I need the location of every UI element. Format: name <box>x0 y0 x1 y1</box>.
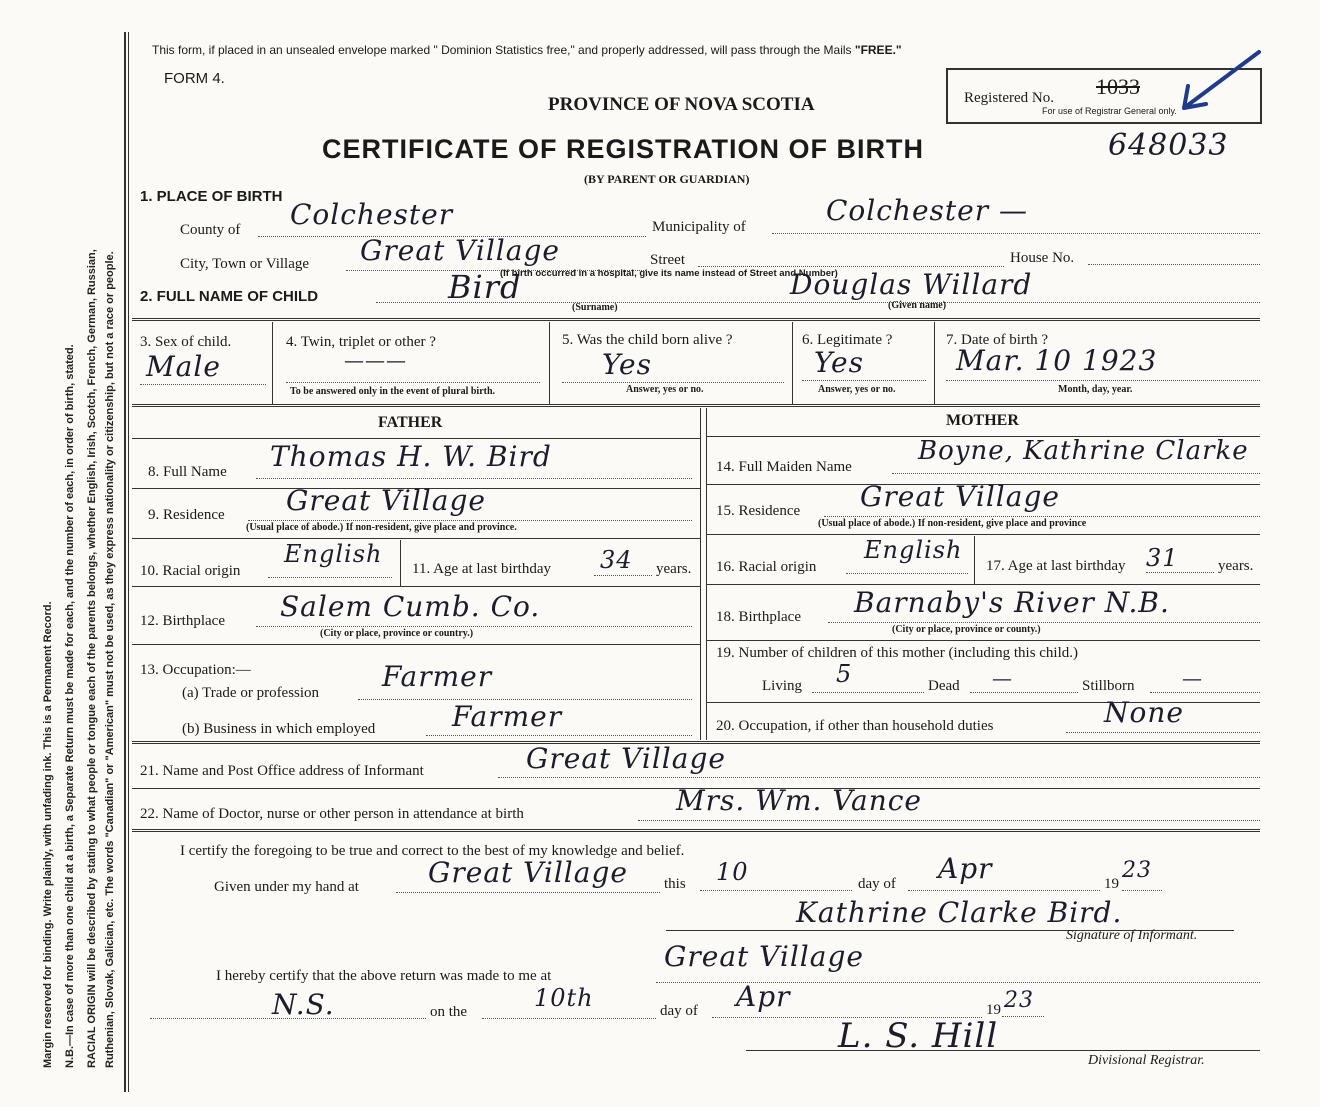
mother-residence-line <box>824 516 1260 517</box>
stillborn-label: Stillborn <box>1082 678 1135 694</box>
mother-birthplace-note: (City or place, province or county.) <box>892 624 1041 635</box>
certify-text: I certify the foregoing to be true and correct to the best of my knowledge and belief. <box>180 843 685 859</box>
margin-rule-inner <box>128 32 129 1092</box>
given-year-prefix: 19 <box>1104 876 1119 892</box>
mother-age-label: 17. Age at last birthday <box>986 558 1126 574</box>
informant-value: Great Village <box>526 742 726 775</box>
province-heading: PROVINCE OF NOVA SCOTIA <box>548 94 815 115</box>
house-label: House No. <box>1010 250 1075 266</box>
rule-after-name <box>132 318 1260 321</box>
father-rule-4 <box>132 644 700 645</box>
twin-line <box>286 382 540 383</box>
city-label: City, Town or Village <box>180 256 310 272</box>
row3-divider-4 <box>934 322 935 404</box>
parents-divider-a <box>700 408 701 740</box>
registrar-dayof-label: day of <box>660 1003 698 1019</box>
doctor-value: Mrs. Wm. Vance <box>676 784 922 817</box>
mother-age-unit: years. <box>1218 558 1254 574</box>
mother-race-label: 16. Racial origin <box>716 559 817 575</box>
margin-note-nb: N.B.—In case of more than one child at a birth, a Separate Return must be made for each, and the number of each, in order of birth, stated. <box>64 344 76 1068</box>
mother-rule-3 <box>706 584 1260 585</box>
father-birthplace-note: (City or place, province or country.) <box>320 628 474 639</box>
row3-divider-3 <box>792 322 793 404</box>
father-heading-rule <box>132 438 700 439</box>
municipality-value: Colchester — <box>826 194 1028 227</box>
page-subtitle: (BY PARENT OR GUARDIAN) <box>584 172 750 186</box>
informant-line <box>498 777 1260 778</box>
form-number: FORM 4. <box>164 70 225 87</box>
father-residence-note: (Usual place of abode.) If non-resident, give place and province. <box>246 522 517 533</box>
municipality-label: Municipality of <box>652 219 746 235</box>
mother-occupation-line <box>1066 732 1260 733</box>
father-race-value: English <box>284 540 383 568</box>
father-age-label: 11. Age at last birthday <box>412 561 551 577</box>
registered-number: 1033 <box>1096 74 1140 99</box>
father-birthplace-line <box>256 626 692 627</box>
rule-after-doctor <box>132 829 1260 832</box>
county-value: Colchester <box>290 198 454 231</box>
alive-note: Answer, yes or no. <box>626 384 704 395</box>
page-title: CERTIFICATE OF REGISTRATION OF BIRTH <box>322 134 924 164</box>
given-place-value: Great Village <box>428 856 628 889</box>
alive-line <box>562 382 784 383</box>
father-name-line <box>256 478 692 479</box>
mother-residence-note: (Usual place of abode.) If non-resident, give place and province <box>818 518 1087 529</box>
mother-birthplace-value: Barnaby's River N.B. <box>854 586 1170 619</box>
registrar-note: For use of Registrar General only. <box>1042 106 1177 116</box>
registrar-signature-line <box>746 1050 1260 1051</box>
stillborn-value: — <box>1182 666 1203 690</box>
father-residence-value: Great Village <box>286 484 486 517</box>
stillborn-line <box>1150 692 1260 693</box>
sex-line <box>140 384 266 385</box>
living-value: 5 <box>836 660 853 688</box>
father-birthplace-value: Salem Cumb. Co. <box>280 590 541 623</box>
registrar-text: I hereby certify that the above return was made to me at <box>216 968 552 984</box>
sex-label: 3. Sex of child. <box>140 334 232 350</box>
legitimate-note: Answer, yes or no. <box>818 384 896 395</box>
dead-label: Dead <box>928 678 960 694</box>
given-year-line <box>1122 890 1162 891</box>
father-rule-2 <box>132 538 700 539</box>
dob-line <box>946 380 1260 381</box>
mother-name-line <box>892 473 1260 474</box>
informant-label: 21. Name and Post Office address of Informant <box>140 763 424 779</box>
signature-label: Signature of Informant. <box>1066 928 1198 943</box>
given-day-line <box>700 890 852 891</box>
twin-label: 4. Twin, triplet or other ? <box>286 334 436 350</box>
mother-birthplace-label: 18. Birthplace <box>716 609 801 625</box>
margin-note-binding: Margin reserved for binding. Write plainly, with unfading ink. This is a Permanent Record. <box>42 601 54 1068</box>
child-name-label: 2. FULL NAME OF CHILD <box>140 288 319 305</box>
legitimate-label: 6. Legitimate ? <box>802 332 893 348</box>
mother-rule-4 <box>706 640 1260 641</box>
dob-value: Mar. 10 1923 <box>956 344 1158 377</box>
father-race-line <box>268 577 392 578</box>
mother-residence-label: 15. Residence <box>716 503 801 519</box>
mother-race-line <box>846 573 968 574</box>
mother-age-value: 31 <box>1146 544 1179 572</box>
hospital-note: (If birth occurred in a hospital, give its name instead of Street and Number) <box>500 268 838 279</box>
twin-note: To be answered only in the event of plural birth. <box>290 386 496 397</box>
mother-occupation-value: None <box>1104 696 1184 729</box>
mother-children-label: 19. Number of children of this mother (including this child.) <box>716 645 1079 661</box>
registrar-year-line <box>1002 1016 1044 1017</box>
dob-label: 7. Date of birth ? <box>946 332 1049 348</box>
father-birthplace-label: 12. Birthplace <box>140 613 225 629</box>
father-heading: FATHER <box>378 414 443 431</box>
registrar-month-value: Apr <box>736 980 791 1013</box>
mother-name-value: Boyne, Kathrine Clarke <box>918 436 1249 466</box>
father-occupation-label: 13. Occupation:— <box>140 662 251 678</box>
margin-note-racial: RACIAL ORIGIN will be described by stating to what people or tongue each of the parents belongs, whether English, Irish, Scotch, French, German, Russian, <box>86 249 98 1068</box>
registrar-signature: L. S. Hill <box>838 1016 999 1056</box>
margin-rule <box>124 32 126 1092</box>
surname-caption: (Surname) <box>572 302 618 313</box>
father-trade-value: Farmer <box>382 660 493 693</box>
municipality-line <box>772 233 1260 234</box>
row3-divider-2 <box>549 322 550 404</box>
registrar-signature-label: Divisional Registrar. <box>1088 1053 1205 1068</box>
doctor-line <box>638 820 1260 821</box>
alive-value: Yes <box>602 348 652 381</box>
house-line <box>1088 264 1260 265</box>
mother-race-value: English <box>864 536 963 564</box>
mother-birthplace-line <box>828 622 1260 623</box>
given-month-line <box>908 890 1100 891</box>
father-race-label: 10. Racial origin <box>140 563 241 579</box>
place-of-birth-label: 1. PLACE OF BIRTH <box>140 188 283 205</box>
registrar-day-line <box>482 1018 656 1019</box>
given-this-label: this <box>664 876 686 892</box>
father-rule-3 <box>132 586 700 587</box>
mother-occupation-label: 20. Occupation, if other than household duties <box>716 718 994 734</box>
margin-note-racial-cont: Ruthenian, Slovak, Galician, etc. The words "Canadian" or "American" must not be used, as they express nationality or citizenship, but not a race or people. <box>104 251 116 1068</box>
father-race-age-divider <box>400 540 401 586</box>
given-day-value: 10 <box>716 858 749 886</box>
registrar-year-prefix: 19 <box>986 1002 1001 1018</box>
arrow-mark-icon <box>1174 48 1264 118</box>
stamp-number: 648033 <box>1108 128 1229 163</box>
mother-age-line <box>1146 572 1214 573</box>
row3-divider-1 <box>272 322 273 404</box>
mother-heading: MOTHER <box>946 412 1019 429</box>
registrar-province-value: N.S. <box>272 988 335 1021</box>
registrar-on-label: on the <box>430 1004 468 1020</box>
given-label: Given under my hand at <box>214 879 359 895</box>
father-name-value: Thomas H. W. Bird <box>270 440 552 473</box>
living-label: Living <box>762 678 802 694</box>
father-business-label: (b) Business in which employed <box>182 721 376 737</box>
father-residence-label: 9. Residence <box>148 507 225 523</box>
registered-label: Registered No. <box>964 90 1054 106</box>
living-line <box>812 692 924 693</box>
mother-race-age-divider <box>974 536 975 584</box>
dob-note: Month, day, year. <box>1058 384 1133 395</box>
father-business-value: Farmer <box>452 700 563 733</box>
legitimate-value: Yes <box>814 346 864 379</box>
twin-value: ——— <box>344 348 407 372</box>
given-month-value: Apr <box>938 852 993 885</box>
given-dayof-label: day of <box>858 876 896 892</box>
given-place-line <box>396 892 660 893</box>
street-line <box>698 266 1004 267</box>
registered-box <box>946 68 1262 124</box>
mail-notice: This form, if placed in an unsealed envelope marked " Dominion Statistics free," and properly addressed, will pass through the Mails "FREE." <box>152 43 902 57</box>
sex-value: Male <box>146 350 221 383</box>
given-year-suffix: 23 <box>1122 858 1152 883</box>
given-name-caption: (Given name) <box>888 300 947 311</box>
rule-before-parents <box>132 404 1260 407</box>
father-age-value: 34 <box>600 546 633 574</box>
father-age-line <box>594 575 652 576</box>
given-name-value: Douglas Willard <box>790 268 1033 301</box>
doctor-label: 22. Name of Doctor, nurse or other person in attendance at birth <box>140 806 524 822</box>
legitimate-line <box>802 380 926 381</box>
street-label: Street <box>650 252 685 268</box>
father-residence-line <box>248 520 692 521</box>
registrar-day-value: 10th <box>534 984 594 1012</box>
mother-residence-value: Great Village <box>860 480 1060 513</box>
dead-value: — <box>992 666 1013 690</box>
father-age-unit: years. <box>656 561 692 577</box>
informant-signature: Kathrine Clarke Bird. <box>796 896 1123 929</box>
father-business-line <box>426 735 692 736</box>
registrar-year-suffix: 23 <box>1004 988 1034 1013</box>
alive-label: 5. Was the child born alive ? <box>562 332 733 348</box>
mother-name-label: 14. Full Maiden Name <box>716 459 852 475</box>
father-trade-label: (a) Trade or profession <box>182 685 320 701</box>
father-name-label: 8. Full Name <box>148 464 227 480</box>
county-label: County of <box>180 222 241 238</box>
city-value: Great Village <box>360 234 560 267</box>
dead-line <box>970 692 1078 693</box>
surname-value: Bird <box>448 268 522 306</box>
mother-rule-2 <box>706 534 1260 535</box>
registrar-place-value: Great Village <box>664 940 864 973</box>
parents-divider-b <box>706 408 707 740</box>
